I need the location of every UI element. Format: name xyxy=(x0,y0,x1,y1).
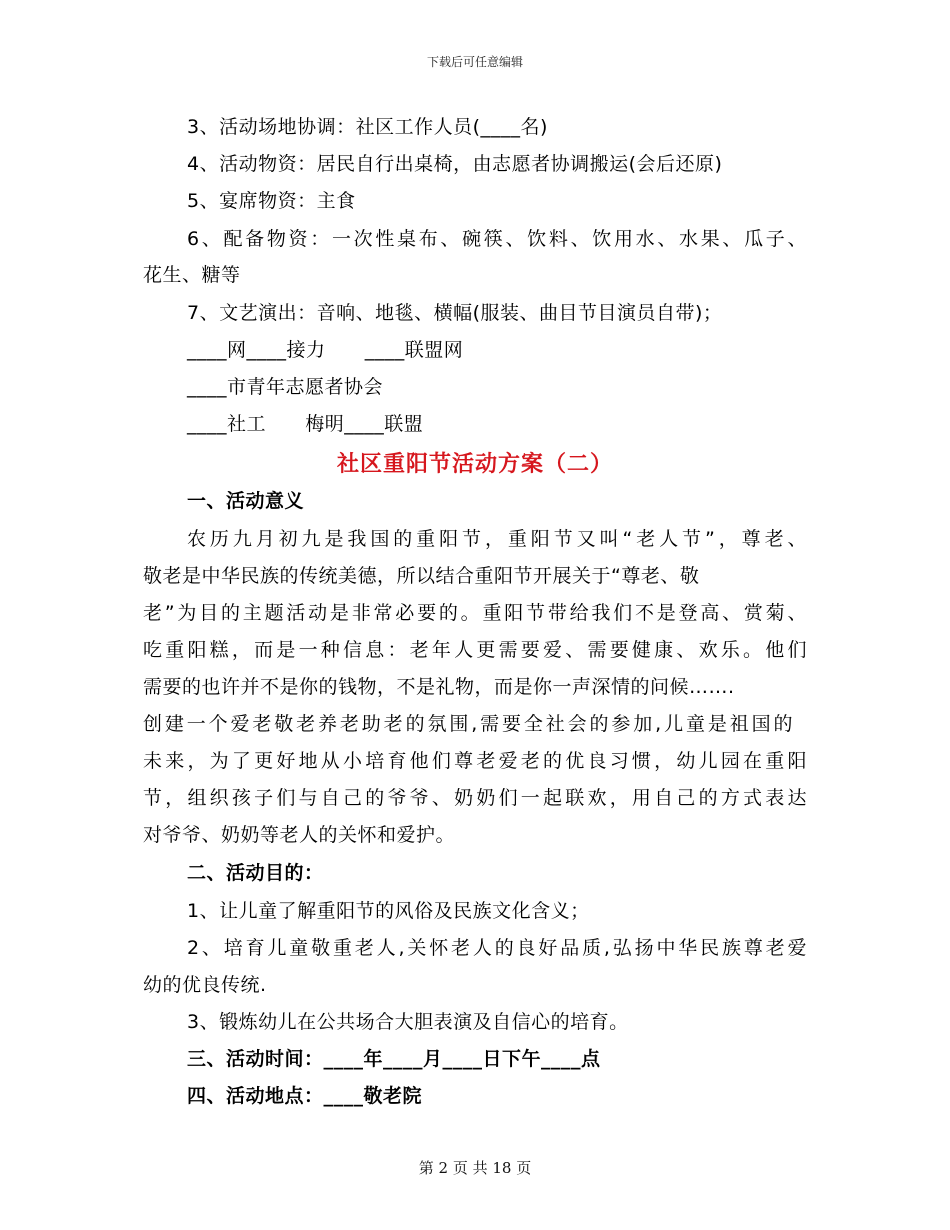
list-item: ____网____接力 ____联盟网 xyxy=(187,339,464,361)
list-item: 3、活动场地协调：社区工作人员(____名) xyxy=(187,116,548,138)
list-item: ____市青年志愿者协会 xyxy=(187,376,384,398)
paragraph-line: 吃重阳糕，而是一种信息：老年人更需要爱、需要健康、欢乐。他们 xyxy=(143,639,807,661)
list-item: ____社工 梅明____联盟 xyxy=(187,413,424,435)
list-item: 2、培育儿童敬重老人,关怀老人的良好品质,弘扬中华民族尊老爱 xyxy=(187,937,807,959)
paragraph-line: 未来，为了更好地从小培育他们尊老爱老的优良习惯，幼儿园在重阳 xyxy=(143,750,807,772)
paragraph-line: 节，组织孩子们与自己的爷爷、奶奶们一起联欢，用自己的方式表达 xyxy=(143,787,807,809)
page-header: 下载后可任意编辑 xyxy=(426,55,523,69)
page-footer: 第 2 页 共 18 页 xyxy=(418,1159,532,1177)
list-item: 花生、糖等 xyxy=(143,264,241,286)
list-item: 幼的优良传统. xyxy=(143,974,267,996)
paragraph-line: 农历九月初九是我国的重阳节，重阳节又叫“老人节”，尊老、 xyxy=(187,528,807,550)
paragraph-line: 需要的也许并不是你的钱物，不是礼物，而是你一声深情的问候……. xyxy=(143,676,735,698)
list-item: 3、锻炼幼儿在公共场合大胆表演及自信心的培育。 xyxy=(187,1011,629,1033)
section-title: 社区重阳节活动方案（二） xyxy=(336,452,613,477)
list-item: 5、宴席物资：主食 xyxy=(187,190,356,212)
section-heading: 一、活动意义 xyxy=(187,490,305,512)
paragraph-line: 创建一个爱老敬老养老助老的氛围,需要全社会的参加,儿童是祖国的 xyxy=(143,713,793,735)
section-heading: 四、活动地点：____敬老院 xyxy=(187,1085,423,1107)
section-heading: 二、活动目的： xyxy=(187,862,324,884)
list-item: 6、配备物资：一次性桌布、碗筷、饮料、饮用水、水果、瓜子、 xyxy=(187,228,807,250)
paragraph-line: 老”为目的主题活动是非常必要的。重阳节带给我们不是登高、赏菊、 xyxy=(143,602,807,624)
paragraph-line: 对爷爷、奶奶等老人的关怀和爱护。 xyxy=(143,824,456,846)
list-item: 4、活动物资：居民自行出桌椅，由志愿者协调搬运(会后还原) xyxy=(187,153,723,175)
list-item: 1、让儿童了解重阳节的风俗及民族文化含义； xyxy=(187,900,590,922)
list-item: 7、文艺演出：音响、地毯、横幅(服装、曲目节目演员自带)； xyxy=(187,302,723,324)
paragraph-line: 敬老是中华民族的传统美德，所以结合重阳节开展关于“尊老、敬 xyxy=(143,565,700,587)
section-heading: 三、活动时间：____年____月____日下午____点 xyxy=(187,1048,601,1070)
